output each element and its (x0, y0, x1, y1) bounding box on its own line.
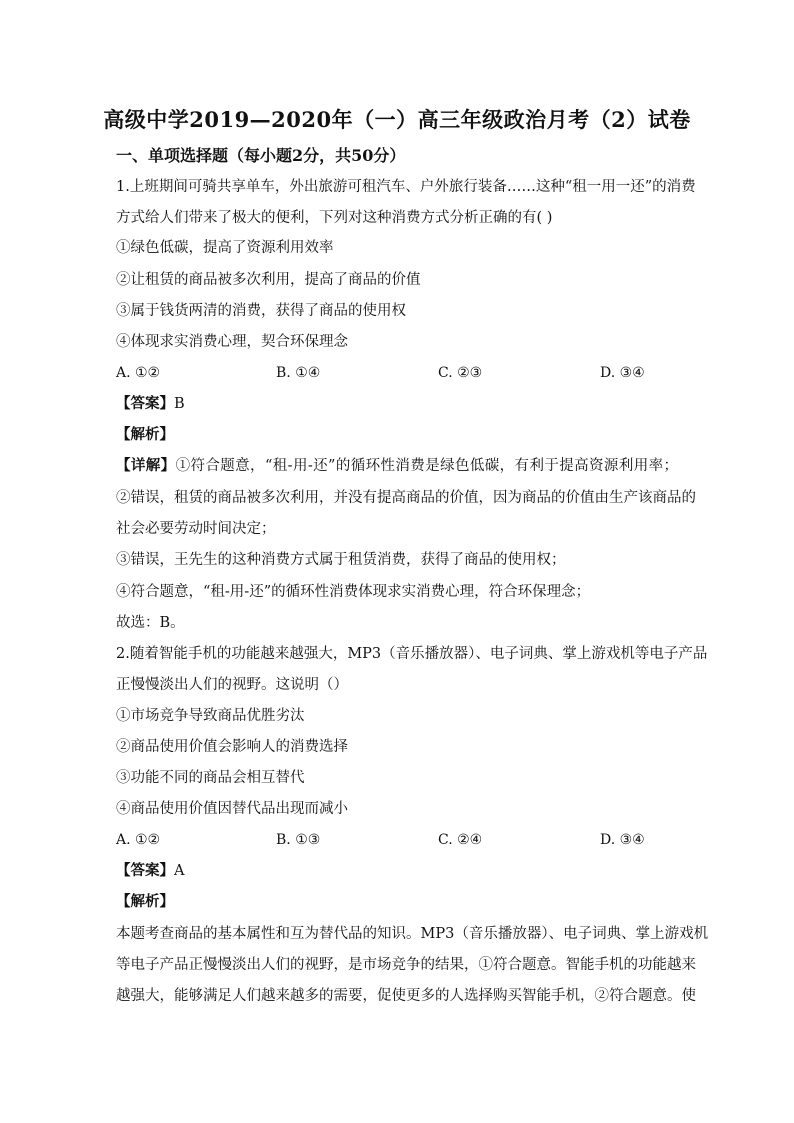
q2-analysis-line: 越强大，能够满足人们越来越多的需要，促使更多的人选择购买智能手机，②符合题意。使 (116, 988, 696, 1004)
detail-label: 【详解】 (116, 457, 176, 474)
answer-value: B (174, 396, 185, 412)
q2-item: ②商品使用价值会影响人的消费选择 (116, 739, 348, 755)
answer-label: 【答案】 (116, 395, 174, 412)
q1-item: ①绿色低碳，提高了资源利用效率 (116, 240, 334, 256)
q2-item: ③功能不同的商品会相互替代 (116, 770, 305, 786)
q1-option-a: A. ①② (116, 365, 161, 381)
q1-item: ④体现求实消费心理，契合环保理念 (116, 334, 348, 350)
q1-detail-line: ③错误，王先生的这种消费方式属于租赁消费，获得了商品的使用权； (116, 552, 566, 568)
q2-analysis-label: 【解析】 (116, 893, 174, 910)
q2-stem-line: 正慢慢淡出人们的视野。这说明（） (116, 677, 348, 693)
section-heading: 一、单项选择题（每小题2分，共50分） (116, 146, 406, 165)
q2-item: ①市场竞争导致商品优胜劣汰 (116, 708, 305, 724)
q2-stem-line: 2.随着智能手机的功能越来越强大，MP3（音乐播放器）、电子词典、掌上游戏机等电子产品 (116, 646, 708, 662)
q1-answer (116, 394, 185, 414)
q1-item: ②让租赁的商品被多次利用，提高了商品的价值 (116, 272, 421, 288)
q2-option-b: B. ①③ (276, 832, 321, 848)
q1-detail-line: ④符合题意，“租-用-还”的循环性消费体现求实消费心理，符合环保理念； (116, 584, 591, 600)
q2-option-a: A. ①② (116, 832, 161, 848)
detail-text: ①符合题意，“租-用-还”的循环性消费是绿色低碳，有利于提高资源利用率； (175, 458, 678, 474)
q2-answer (116, 861, 184, 881)
answer-value: A (174, 863, 185, 879)
q1-option-d: D. ③④ (600, 365, 645, 381)
q1-detail-line: 社会必要劳动时间决定； (116, 521, 276, 537)
q1-option-c: C. ②③ (438, 365, 483, 381)
q2-analysis-line: 等电子产品正慢慢淡出人们的视野，是市场竞争的结果，①符合题意。智能手机的功能越来 (116, 957, 696, 973)
q2-item: ④商品使用价值因替代品出现而减小 (116, 801, 348, 817)
q1-detail-line: ②错误，租赁的商品被多次利用，并没有提高商品的价值，因为商品的价值由生产该商品的 (116, 490, 696, 506)
q1-item: ③属于钱货两清的消费，获得了商品的使用权 (116, 303, 406, 319)
q1-analysis-label: 【解析】 (116, 426, 174, 443)
q1-conclusion: 故选：B。 (116, 615, 185, 631)
q1-stem-line: 方式给人们带来了极大的便利，下列对这种消费方式分析正确的有( ) (116, 210, 553, 226)
q1-stem-line: 1.上班期间可骑共享单车，外出旅游可租汽车、户外旅行装备……这种“租一用一还”的消费 (116, 179, 696, 195)
q2-analysis-line: 本题考查商品的基本属性和互为替代品的知识。MP3（音乐播放器）、电子词典、掌上游戏机 (116, 926, 709, 942)
q2-option-c: C. ②④ (438, 832, 483, 848)
answer-label: 【答案】 (116, 862, 174, 879)
q2-option-d: D. ③④ (600, 832, 645, 848)
q1-option-b: B. ①④ (276, 365, 321, 381)
q1-detail-line (116, 456, 678, 476)
page-title: 高级中学2019—2020年（一）高三年级政治月考（2）试卷 (103, 107, 691, 132)
